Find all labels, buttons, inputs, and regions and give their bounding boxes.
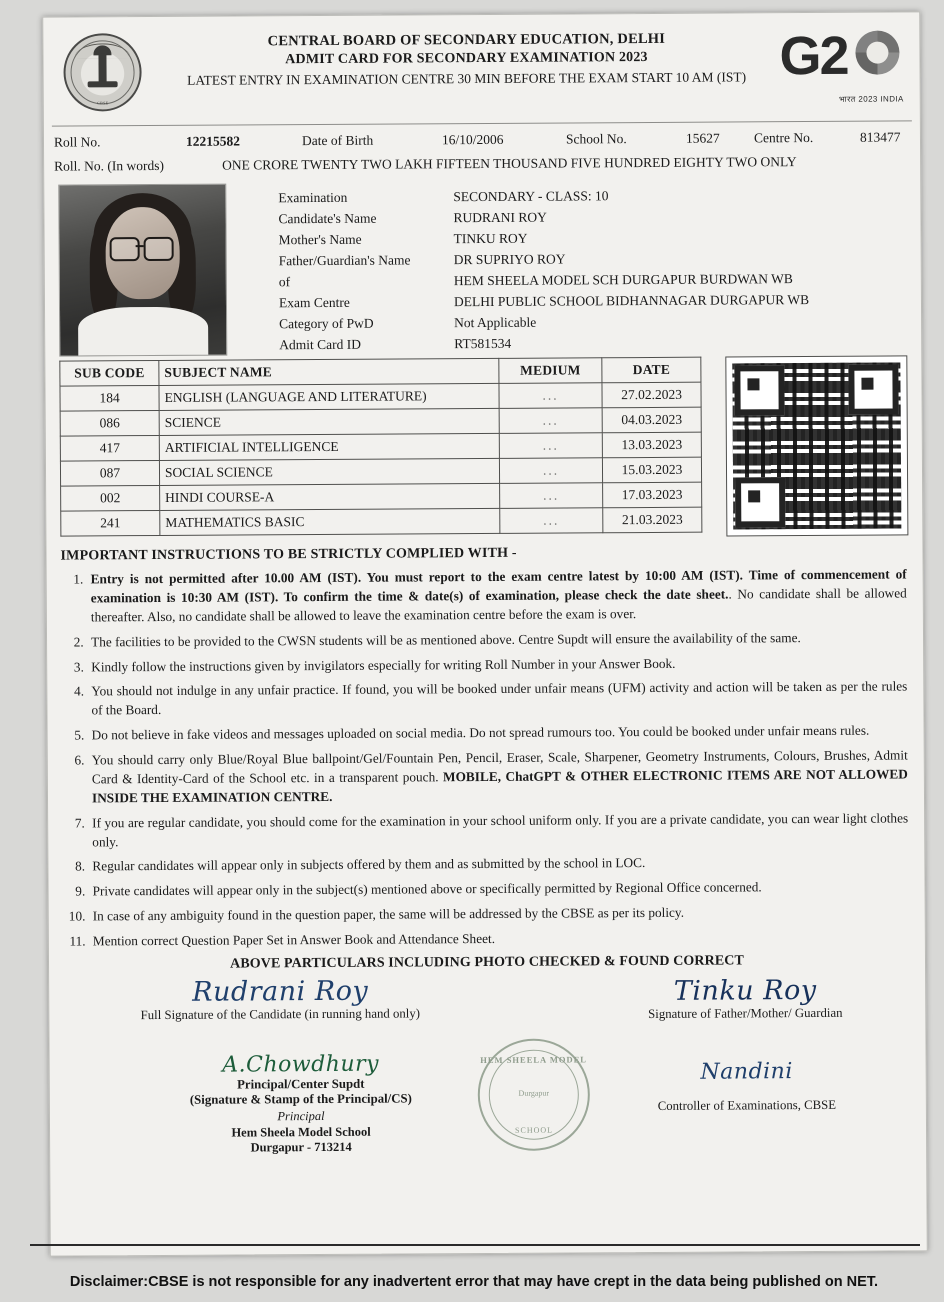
cell-subject-name: SCIENCE	[159, 408, 499, 435]
signature-section	[59, 972, 916, 1155]
table-row	[60, 457, 701, 486]
qr-code-icon	[732, 362, 901, 529]
principal-caption-1: Principal/Center Supdt	[237, 1076, 365, 1092]
cell-sub-code: 241	[61, 510, 160, 536]
cell-sub-code: 002	[61, 485, 160, 511]
instruction-item-4: 4. You should not indulge in any unfair practice. If found, you will be booked under unfair means (UFM) activity and action will be taken as per the rules of the Board.	[87, 678, 907, 721]
instruction-6-bold: MOBILE, ChatGPT & OTHER ELECTRONIC ITEMS ARE NOT ALLOWED INSIDE THE EXAMINATION CENTRE.	[91, 766, 908, 806]
instruction-item-2: 2. The facilities to be provided to the CWSN students will be as mentioned above. Centre Supdt will ensure the availability of the same.	[87, 628, 907, 652]
instruction-1-bold: Entry is not permitted after 10.00 AM (IST). You must report to the exam centre latest by 10:00 AM (IST). Time of commencement of examination is 10:30 AM (IST). To confirm the time & date(s) of examination, please check the date sheet.	[90, 566, 907, 606]
instruction-6-normal: You should carry only Blue/Royal Blue ballpoint/Gel/Fountain Pen, Pencil, Eraser, Scale, Sharpener, Geometry Instruments, Colours, Brushes, Admit Card & Identity-Card of the School etc. in a transparent pouch.	[91, 747, 908, 787]
instruction-1-rest: . No candidate shall be allowed thereafter. Also, no candidate shall be allowed to leave the examination centre before the exam is over.	[90, 585, 907, 625]
principal-signature: A.Chowdhury	[222, 1051, 380, 1078]
verification-line: ABOVE PARTICULARS INCLUDING PHOTO CHECKED & FOUND CORRECT	[230, 953, 744, 972]
roll-words-label: Roll. No. (In words)	[54, 157, 165, 174]
stamp-bottom-text: SCHOOL	[514, 1125, 554, 1135]
cell-date: 15.03.2023	[602, 457, 701, 483]
field-value: DELHI PUBLIC SCHOOL BIDHANNAGAR DURGAPUR WB	[453, 292, 810, 310]
instruction-item-10: 10. In case of any ambiguity found in the question paper, the same will be addressed by the CBSE as per its policy.	[89, 903, 909, 927]
instruction-item-9: 9. Private candidates will appear only in the subject(s) mentioned above or specifically permitted by Regional Office concerned.	[89, 878, 909, 902]
header-text-block	[161, 29, 771, 89]
cell-date: 27.02.2023	[602, 382, 701, 408]
roll-number-words-row	[54, 153, 910, 178]
instruction-item-8: 8. Regular candidates will appear only in subjects offered by them and as submitted by the school in LOC.	[88, 853, 908, 877]
roll-no-label: Roll No.	[53, 134, 101, 150]
disclaimer-text: Disclaimer:CBSE is not responsible for any inadvertent error that may have crept in the data being published on NET.	[69, 1274, 879, 1290]
field-value: RUDRANI ROY	[453, 209, 547, 226]
centre-no-label: Centre No.	[753, 129, 814, 146]
field-label: Admit Card ID	[279, 336, 362, 353]
table-row	[60, 407, 701, 436]
subject-table	[59, 357, 702, 537]
principal-stamp-line-3: Durgapur - 713214	[250, 1139, 352, 1155]
principal-stamp-line-1: Principal	[277, 1108, 325, 1124]
emblem-label: CBSE	[97, 100, 109, 106]
field-label: Category of PwD	[279, 315, 374, 332]
principal-caption-2: (Signature & Stamp of the Principal/CS)	[189, 1091, 412, 1107]
g20-subtitle: भारत 2023 INDIA	[838, 94, 904, 104]
cell-medium: ...	[500, 508, 603, 534]
g20-lotus-icon	[855, 30, 899, 74]
controller-signature: Nandini	[700, 1059, 793, 1085]
parent-signature-caption: Signature of Father/Mother/ Guardian	[648, 1005, 843, 1021]
cell-date: 17.03.2023	[603, 482, 702, 508]
dob-value: 16/10/2006	[441, 131, 504, 148]
qr-code-box	[725, 355, 908, 536]
col-medium: MEDIUM	[499, 358, 602, 384]
table-row	[61, 507, 702, 536]
field-value: DR SUPRIYO ROY	[453, 251, 566, 268]
table-header-row	[60, 357, 701, 386]
instructions-title: IMPORTANT INSTRUCTIONS TO BE STRICTLY COMPLIED WITH -	[60, 545, 517, 564]
dob-label: Date of Birth	[301, 132, 374, 149]
field-value: TINKU ROY	[453, 230, 528, 247]
cell-medium: ...	[499, 458, 602, 484]
cell-medium: ...	[499, 383, 602, 409]
instructions-list	[61, 565, 909, 951]
admit-card-sheet	[42, 11, 928, 1256]
cell-medium: ...	[499, 408, 602, 434]
stamp-top-text: HEM SHEELA MODEL	[480, 1054, 587, 1065]
cell-subject-name: ENGLISH (LANGUAGE AND LITERATURE)	[159, 383, 499, 410]
cbse-emblem-icon	[63, 33, 141, 111]
field-label: Mother's Name	[278, 231, 362, 248]
field-label: Father/Guardian's Name	[278, 252, 411, 269]
stamp-mid-text: Durgapur	[518, 1088, 550, 1098]
candidate-details-section	[54, 179, 911, 356]
candidate-signature-caption: Full Signature of the Candidate (in running hand only)	[140, 1006, 421, 1022]
document-header	[51, 22, 912, 123]
instruction-item-7: 7. If you are regular candidate, you should come for the examination in your school uniform only. If you are a private candidate, you can wear light clothes only.	[88, 809, 908, 852]
principal-stamp	[156, 1108, 446, 1157]
roll-words-value: ONE CRORE TWENTY TWO LAKH FIFTEEN THOUSAND FIVE HUNDRED EIGHTY TWO ONLY	[222, 154, 797, 173]
entry-notice: LATEST ENTRY IN EXAMINATION CENTRE 30 MIN BEFORE THE EXAM START 10 AM (IST)	[187, 68, 747, 88]
cell-date: 13.03.2023	[602, 432, 701, 458]
candidate-signature: Rudrani Roy	[192, 975, 369, 1008]
parent-signature-block	[585, 974, 905, 1022]
board-name: CENTRAL BOARD OF SECONDARY EDUCATION, DELHI	[267, 30, 666, 50]
cell-sub-code: 086	[60, 410, 159, 436]
field-value: Not Applicable	[454, 314, 537, 331]
field-value: SECONDARY - CLASS: 10	[453, 188, 609, 205]
controller-caption: Controller of Examinations, CBSE	[657, 1097, 837, 1113]
cell-sub-code: 087	[60, 460, 159, 486]
parent-signature: Tinku Roy	[673, 974, 817, 1007]
principal-stamp-line-2: Hem Sheela Model School	[231, 1124, 371, 1140]
school-no-value: 15627	[685, 130, 720, 146]
field-label: Exam Centre	[278, 294, 350, 311]
instruction-item-11: 11. Mention correct Question Paper Set in Answer Book and Attendance Sheet.	[89, 927, 909, 951]
cell-date: 21.03.2023	[603, 507, 702, 533]
principal-signature-block	[156, 1051, 447, 1157]
field-label: Examination	[278, 189, 348, 206]
cell-sub-code: 417	[60, 435, 159, 461]
g20-text: G2	[779, 25, 848, 87]
instruction-item-1	[87, 565, 907, 627]
table-row	[61, 482, 702, 511]
candidate-fields	[278, 183, 911, 355]
col-sub-code: SUB CODE	[60, 360, 159, 386]
cell-subject-name: HINDI COURSE-A	[160, 483, 500, 510]
disclaimer-divider	[30, 1244, 920, 1246]
table-row	[60, 432, 701, 461]
cell-medium: ...	[500, 483, 603, 509]
candidate-signature-block	[115, 975, 445, 1023]
instruction-item-6	[88, 746, 908, 808]
school-round-stamp	[477, 1038, 590, 1151]
document-title: ADMIT CARD FOR SECONDARY EXAMINATION 2023	[285, 50, 648, 68]
field-label: Candidate's Name	[278, 210, 377, 227]
g20-logo	[779, 22, 906, 111]
field-admit-card-id	[279, 330, 911, 355]
field-value: HEM SHEELA MODEL SCH DURGAPUR BURDWAN WB	[453, 271, 793, 289]
roll-no-value: 12215582	[185, 133, 241, 149]
centre-no-value: 813477	[859, 129, 901, 145]
field-value: RT581534	[454, 335, 512, 352]
cell-medium: ...	[499, 433, 602, 459]
cell-subject-name: SOCIAL SCIENCE	[159, 458, 499, 485]
instruction-item-5: 5. Do not believe in fake videos and messages uploaded on social media. Do not spread rumours too. You could be booked under unfair means rules.	[88, 722, 908, 746]
field-label: of	[278, 274, 291, 290]
table-row	[60, 382, 701, 411]
controller-signature-block	[592, 1058, 902, 1114]
instruction-item-3: 3. Kindly follow the instructions given by invigilators especially for writing Roll Number in your Answer Book.	[87, 653, 907, 677]
cell-subject-name: MATHEMATICS BASIC	[160, 508, 500, 535]
cell-subject-name: ARTIFICIAL INTELLIGENCE	[159, 433, 499, 460]
roll-number-row	[54, 129, 910, 156]
col-date: DATE	[602, 357, 701, 383]
col-subject-name: SUBJECT NAME	[159, 358, 499, 385]
candidate-photo	[58, 184, 227, 357]
cell-date: 04.03.2023	[602, 407, 701, 433]
subject-table-section	[55, 355, 912, 538]
cell-sub-code: 184	[60, 385, 159, 411]
school-no-label: School No.	[565, 131, 627, 147]
